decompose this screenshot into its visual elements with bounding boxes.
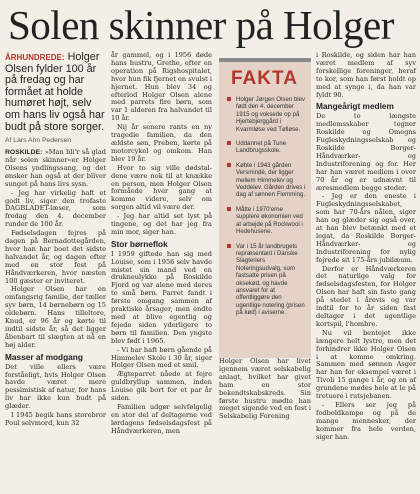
fact-text: Var i 15 år landbrugets repræsentant i Danske Slagteriers Noteringsudvalg, som fastsatte prisen på oksekød, og havde ansvaret for at offentliggøre den ugentlige notering (prisen på kød) i aviserne.: [236, 242, 305, 317]
headline: Solen skinner på Holger: [8, 2, 394, 48]
paragraph: [5, 149, 106, 189]
fact-item: [227, 243, 306, 317]
paragraph: Fødselsdagen fejres på dagen på Bernadottegården, hvor han har boet det sidste halvandet år, og dagen efter med en stor fest på Håndværkeren, hvor næsten 100 gæster er inviteret.: [5, 229, 106, 285]
byline: Af Lars Ahn Pedersen: [5, 137, 72, 145]
paragraph: De to længste medlemsskaber tegner Roskilde og Omegns Fugleskydningsselskab og Roskilde Borger-Håndværker- og Industriforening og for. Her har han været medlem i over 70 år og er udnævnt til æresmedlem begge steder.: [316, 112, 416, 192]
paragraph: - Ellers ser jeg på fodboldkampe og på de mange mennesker, der kommer fra hele verden, siger han.: [316, 400, 416, 441]
fact-text: Måtte i 1970'erne supplere økonomien ved at arbejde på Rockwool i Hedehusene.: [236, 205, 303, 236]
paragraph: Nu vil bentejet ikke længere helt lystre, men det forhindrer ikke Holger Olsen i at komme omkring. Sammen med sønnen Asger har han for eksempel været i Tivoli 15 gange i år, og en af grundene mødes hele at le på tretuere i rutsjebanen.: [316, 328, 416, 401]
fact-item: [227, 162, 306, 199]
paragraph: I 1945 begik hans storebror Poul selvmord, kun 32: [5, 411, 106, 427]
subheading: Mangeårigt medlem: [316, 101, 394, 112]
fact-text: Købte i 1943 gården Versmindé, der ligger mellem Himmelev og Veddelev. Gården drives i dag af sønnen Flemming.: [236, 161, 306, 199]
column-1: [5, 52, 106, 429]
square-bullet-icon: [227, 207, 231, 211]
square-bullet-icon: [227, 141, 231, 145]
paragraph: Derfor er Håndværkeren det naturlige valg for fødselsdagsfesten, for Holger Olsen har haft sin faste gang på stedet i årevis og var indtil for to år siden fast deltager i det ugentlige kortspil, l'hombre.: [316, 264, 416, 328]
paragraph: Hvor to sig ville dødstal- dene være nok til at knække en person, men Holger Olsen formåede hver gang at komme videre, selv om sorgen altid vil være der.: [111, 163, 212, 212]
paragraph: - Jeg har virkelig haft et godt liv, siger den trofaste DAGBLADET-læser, som fredag den 4. december runder de 100 år.: [5, 188, 106, 229]
lead-kicker: ÅRHUNDREDE:: [5, 53, 65, 62]
paragraph: i Roskilde, og siden har han været medlem af syv forskellige foreninger, heraf to kor, som han først holdt op med at synge i, da han var fyldt 90.: [316, 51, 416, 99]
fact-list: [219, 96, 311, 317]
paragraph: Nij år senere rants en ny tragedie familien, da den ældste søn, Preben, kørte på motorcykel og omkom. Han blev 19 år.: [111, 123, 212, 163]
fact-text: Uddannet på Tune Landbrugsskole.: [236, 140, 287, 155]
square-bullet-icon: [227, 163, 231, 167]
lead-paragraph: [5, 52, 106, 133]
paragraph: Familien udgør selvfølgelig en stor del af deltagerne ved lørdagens fødselsdagsfest på Håndværkeren, men: [111, 402, 212, 435]
column-2: [111, 52, 212, 437]
paragraph: Holger Olsen har livet igennem været selskabelig anlagt, hvilket har givet ham en stor bekendtskabskreds. Sin første hustru mødte han meget sigende ved en fest i Selskabelig Forening: [219, 357, 311, 421]
paragraph: - Vi har haft børn gående på Himmelev Skole i 30 år, siger Holger Olsen med et smil.: [111, 345, 212, 370]
paragraph-text: »Man bli'r så glad når solen skinner«er Holger Olsens yndlingssang, og det ønsker han også at der bliver sunget på hans livs sysn.: [5, 148, 106, 188]
fact-item: [227, 96, 306, 133]
square-bullet-icon: [227, 97, 231, 101]
subheading: Stor børneflok: [111, 238, 168, 249]
dateline: ROSKILDE:: [5, 149, 43, 157]
column-4: [316, 52, 416, 443]
fact-box: [219, 58, 311, 358]
paragraph: Det ville ellers være forståeligt, hvis Holger Olsen havde været mere pessimistisk af natur, for hans liv har ikke kun budt på glæder.: [5, 362, 106, 411]
paragraph: - Jeg er den eneste i Fugleskydningsselskabet, som har 70-års nålen, siger han og glæder sig også over, at han blev betænkt med et legat, da Roskilde Borger-Håndværker- og Industriforening for nylig fejrede sit 175-års jubilæum.: [316, 192, 416, 264]
fact-text: Holger Jørgen Olsen blev født den 4. december 1915 og voksede op på Hjertebjerggård i Kvarmløse ved Tølløse.: [236, 96, 306, 133]
fact-item: [227, 140, 306, 155]
paragraph: Ægteparret nåede at fejre guldbryllup sammen, inden Louise gik bort for et par år siden.: [111, 370, 212, 403]
lead-text: Holger Olsen fylder 100 år på fredag og har formået at holde humøret højt, selv om hans liv også har budt på store sorger.: [5, 51, 105, 133]
paragraph: år gammel, og i 1956 døde hans hustru, Grethe, efter en operation på Rigshospitalet, hvor hun fik fjernet en svulst i hjernet. Hun blev 34 og efterlod Holger Olsen alene med parrets fire børn, som var 1 alderen fra halvandet til 10 år.: [111, 51, 212, 123]
subheading: Masser af modgang: [5, 351, 83, 362]
paragraph: - Jeg har altid set lyst på tingene, og det har jeg fra min mor, siger han.: [111, 212, 212, 236]
column-3-text: [219, 358, 311, 421]
square-bullet-icon: [227, 244, 231, 248]
fact-box-title: FAKTA: [231, 68, 298, 89]
paragraph: I 1959 giftede han sig med Louise, som i 1956 selv havde mistet sin mand ved en drukneulykke på Roskilde Fjord og var alene med deres to små børn. Parret fandt i første omgang sammen af praktiske årsager, men endte med at blive egentlig og fejede siden yderligere to børn til familien. Den yngste blev født i 1965.: [111, 249, 212, 345]
paragraph: Holger Olsen har en omfangsrig familie, der tæller syv børn, 14 børnebørn og 15 oldebørn. Hans tilleltore, Knud, er 96 år og kørte til indtil sidste år, så det ligger åbenbart til slægten at nå en høj alder.: [5, 285, 106, 349]
fact-item: [227, 206, 306, 236]
